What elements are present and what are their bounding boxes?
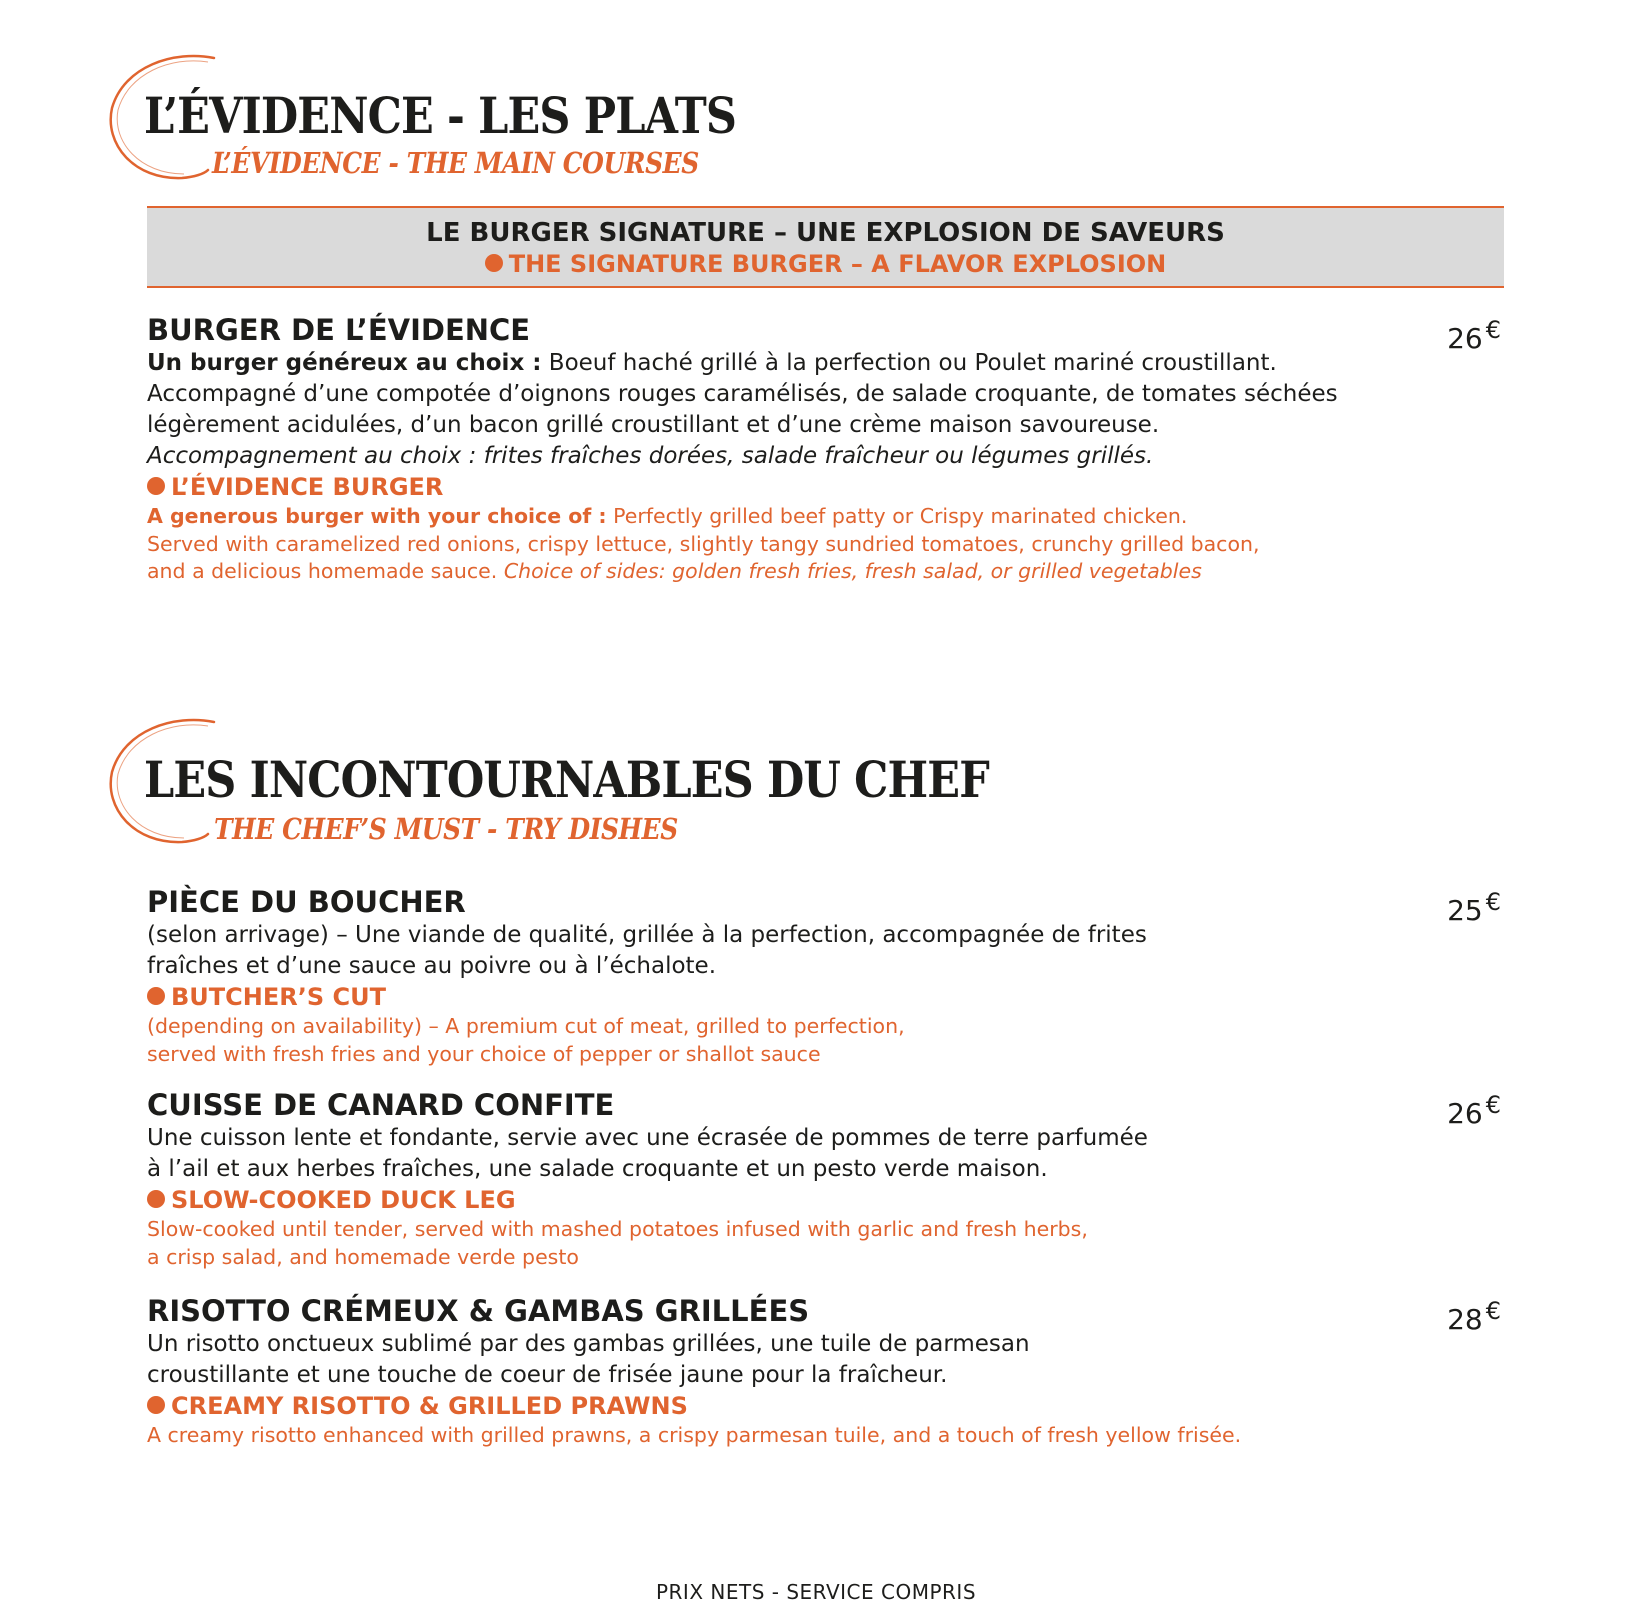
dish-duck-leg (147, 1087, 1507, 1271)
dish-desc-fr: (selon arrivage) – Une viande de qualité, grillée à la perfection, accompagnée de frites (147, 922, 1147, 948)
dish-price: 28 € (1447, 1297, 1501, 1336)
dish-desc-en: and a delicious homemade sauce. Choice of sides: golden fresh fries, fresh salad, or grilled vegetables (147, 559, 1202, 583)
dish-desc-en: Served with caramelized red onions, crispy lettuce, slightly tangy sundried tomatoes, crunchy grilled bacon, (147, 531, 1260, 556)
dish-desc-fr: à l’ail et aux herbes fraîches, une salade croquante et un pesto verde maison. (147, 1156, 1048, 1182)
euro-icon: € (1485, 1297, 1501, 1325)
dish-name: PIÈCE DU BOUCHER (147, 885, 466, 919)
dish-price: 26 € (1447, 316, 1501, 355)
footer-note: PRIX NETS - SERVICE COMPRIS (655, 1580, 977, 1604)
section-title: LES INCONTOURNABLES DU CHEF (144, 750, 989, 809)
dish-name-en: BUTCHER’S CUT (147, 982, 1507, 1013)
dish-desc-fr: Une cuisson lente et fondante, servie avec une écrasée de pommes de terre parfumée (147, 1125, 1148, 1151)
dish-desc-en: a crisp salad, and homemade verde pesto (147, 1244, 579, 1269)
dish-desc-en: (depending on availability) – A premium cut of meat, grilled to perfection, (147, 1014, 905, 1038)
dish-desc-fr: Un risotto onctueux sublimé par des gambas grillées, une tuile de parmesan (147, 1331, 1030, 1357)
dish-burger (147, 312, 1507, 586)
page-title: L’ÉVIDENCE - LES PLATS (144, 86, 737, 145)
section-header-main-courses (104, 52, 737, 192)
dish-desc-fr: légèrement acidulées, d’un bacon grillé croustillant et d’une crème maison savoureuse. (147, 412, 1160, 438)
dish-risotto (147, 1293, 1507, 1450)
dish-price: 25 € (1447, 888, 1501, 927)
bullet-icon (147, 987, 165, 1005)
signature-burger-banner (147, 206, 1504, 288)
bullet-icon (485, 254, 503, 272)
euro-icon: € (1485, 888, 1501, 916)
dish-name-en: L’ÉVIDENCE BURGER (147, 472, 1507, 503)
dish-desc-en: A generous burger with your choice of : Perfectly grilled beef patty or Crispy marinated chicken. (147, 504, 1188, 528)
section-header-chef-dishes (104, 716, 989, 856)
bullet-icon (147, 1396, 165, 1414)
dish-desc-fr: Accompagné d’une compotée d’oignons rouges caramélisés, de salade croquante, de tomates séchées (147, 381, 1338, 407)
dish-name-en: SLOW-COOKED DUCK LEG (147, 1185, 1507, 1216)
dish-desc-fr: fraîches et d’une sauce au poivre ou à l’échalote. (147, 953, 717, 979)
banner-title-en: THE SIGNATURE BURGER – A FLAVOR EXPLOSION (147, 250, 1504, 278)
page-subtitle: L’ÉVIDENCE - THE MAIN COURSES (212, 146, 699, 180)
dish-desc-fr: croustillante et une touche de coeur de frisée jaune pour la fraîcheur. (147, 1362, 948, 1388)
dish-desc-en: Slow-cooked until tender, served with mashed potatoes infused with garlic and fresh herbs, (147, 1217, 1088, 1241)
dish-butcher-cut (147, 884, 1507, 1068)
section-subtitle: THE CHEF’S MUST - TRY DISHES (214, 812, 678, 846)
dish-price: 26 € (1447, 1091, 1501, 1130)
dish-sides-fr: Accompagnement au choix : frites fraîches dorées, salade fraîcheur ou légumes grillés. (147, 443, 1154, 469)
dish-desc-fr: Un burger généreux au choix : Boeuf haché grillé à la perfection ou Poulet mariné croustillant. (147, 350, 1277, 376)
dish-desc-en: A creamy risotto enhanced with grilled prawns, a crispy parmesan tuile, and a touch of fresh yellow frisée. (147, 1423, 1242, 1447)
bullet-icon (147, 477, 165, 495)
dish-name-en: CREAMY RISOTTO & GRILLED PRAWNS (147, 1391, 1507, 1422)
euro-icon: € (1485, 316, 1501, 344)
dish-name: CUISSE DE CANARD CONFITE (147, 1088, 615, 1122)
banner-title-fr: LE BURGER SIGNATURE – UNE EXPLOSION DE SAVEURS (426, 218, 1225, 248)
dish-name: BURGER DE L’ÉVIDENCE (147, 313, 531, 347)
euro-icon: € (1485, 1091, 1501, 1119)
dish-desc-en: served with fresh fries and your choice of pepper or shallot sauce (147, 1041, 821, 1066)
bullet-icon (147, 1190, 165, 1208)
dish-name: RISOTTO CRÉMEUX & GAMBAS GRILLÉES (147, 1294, 810, 1328)
